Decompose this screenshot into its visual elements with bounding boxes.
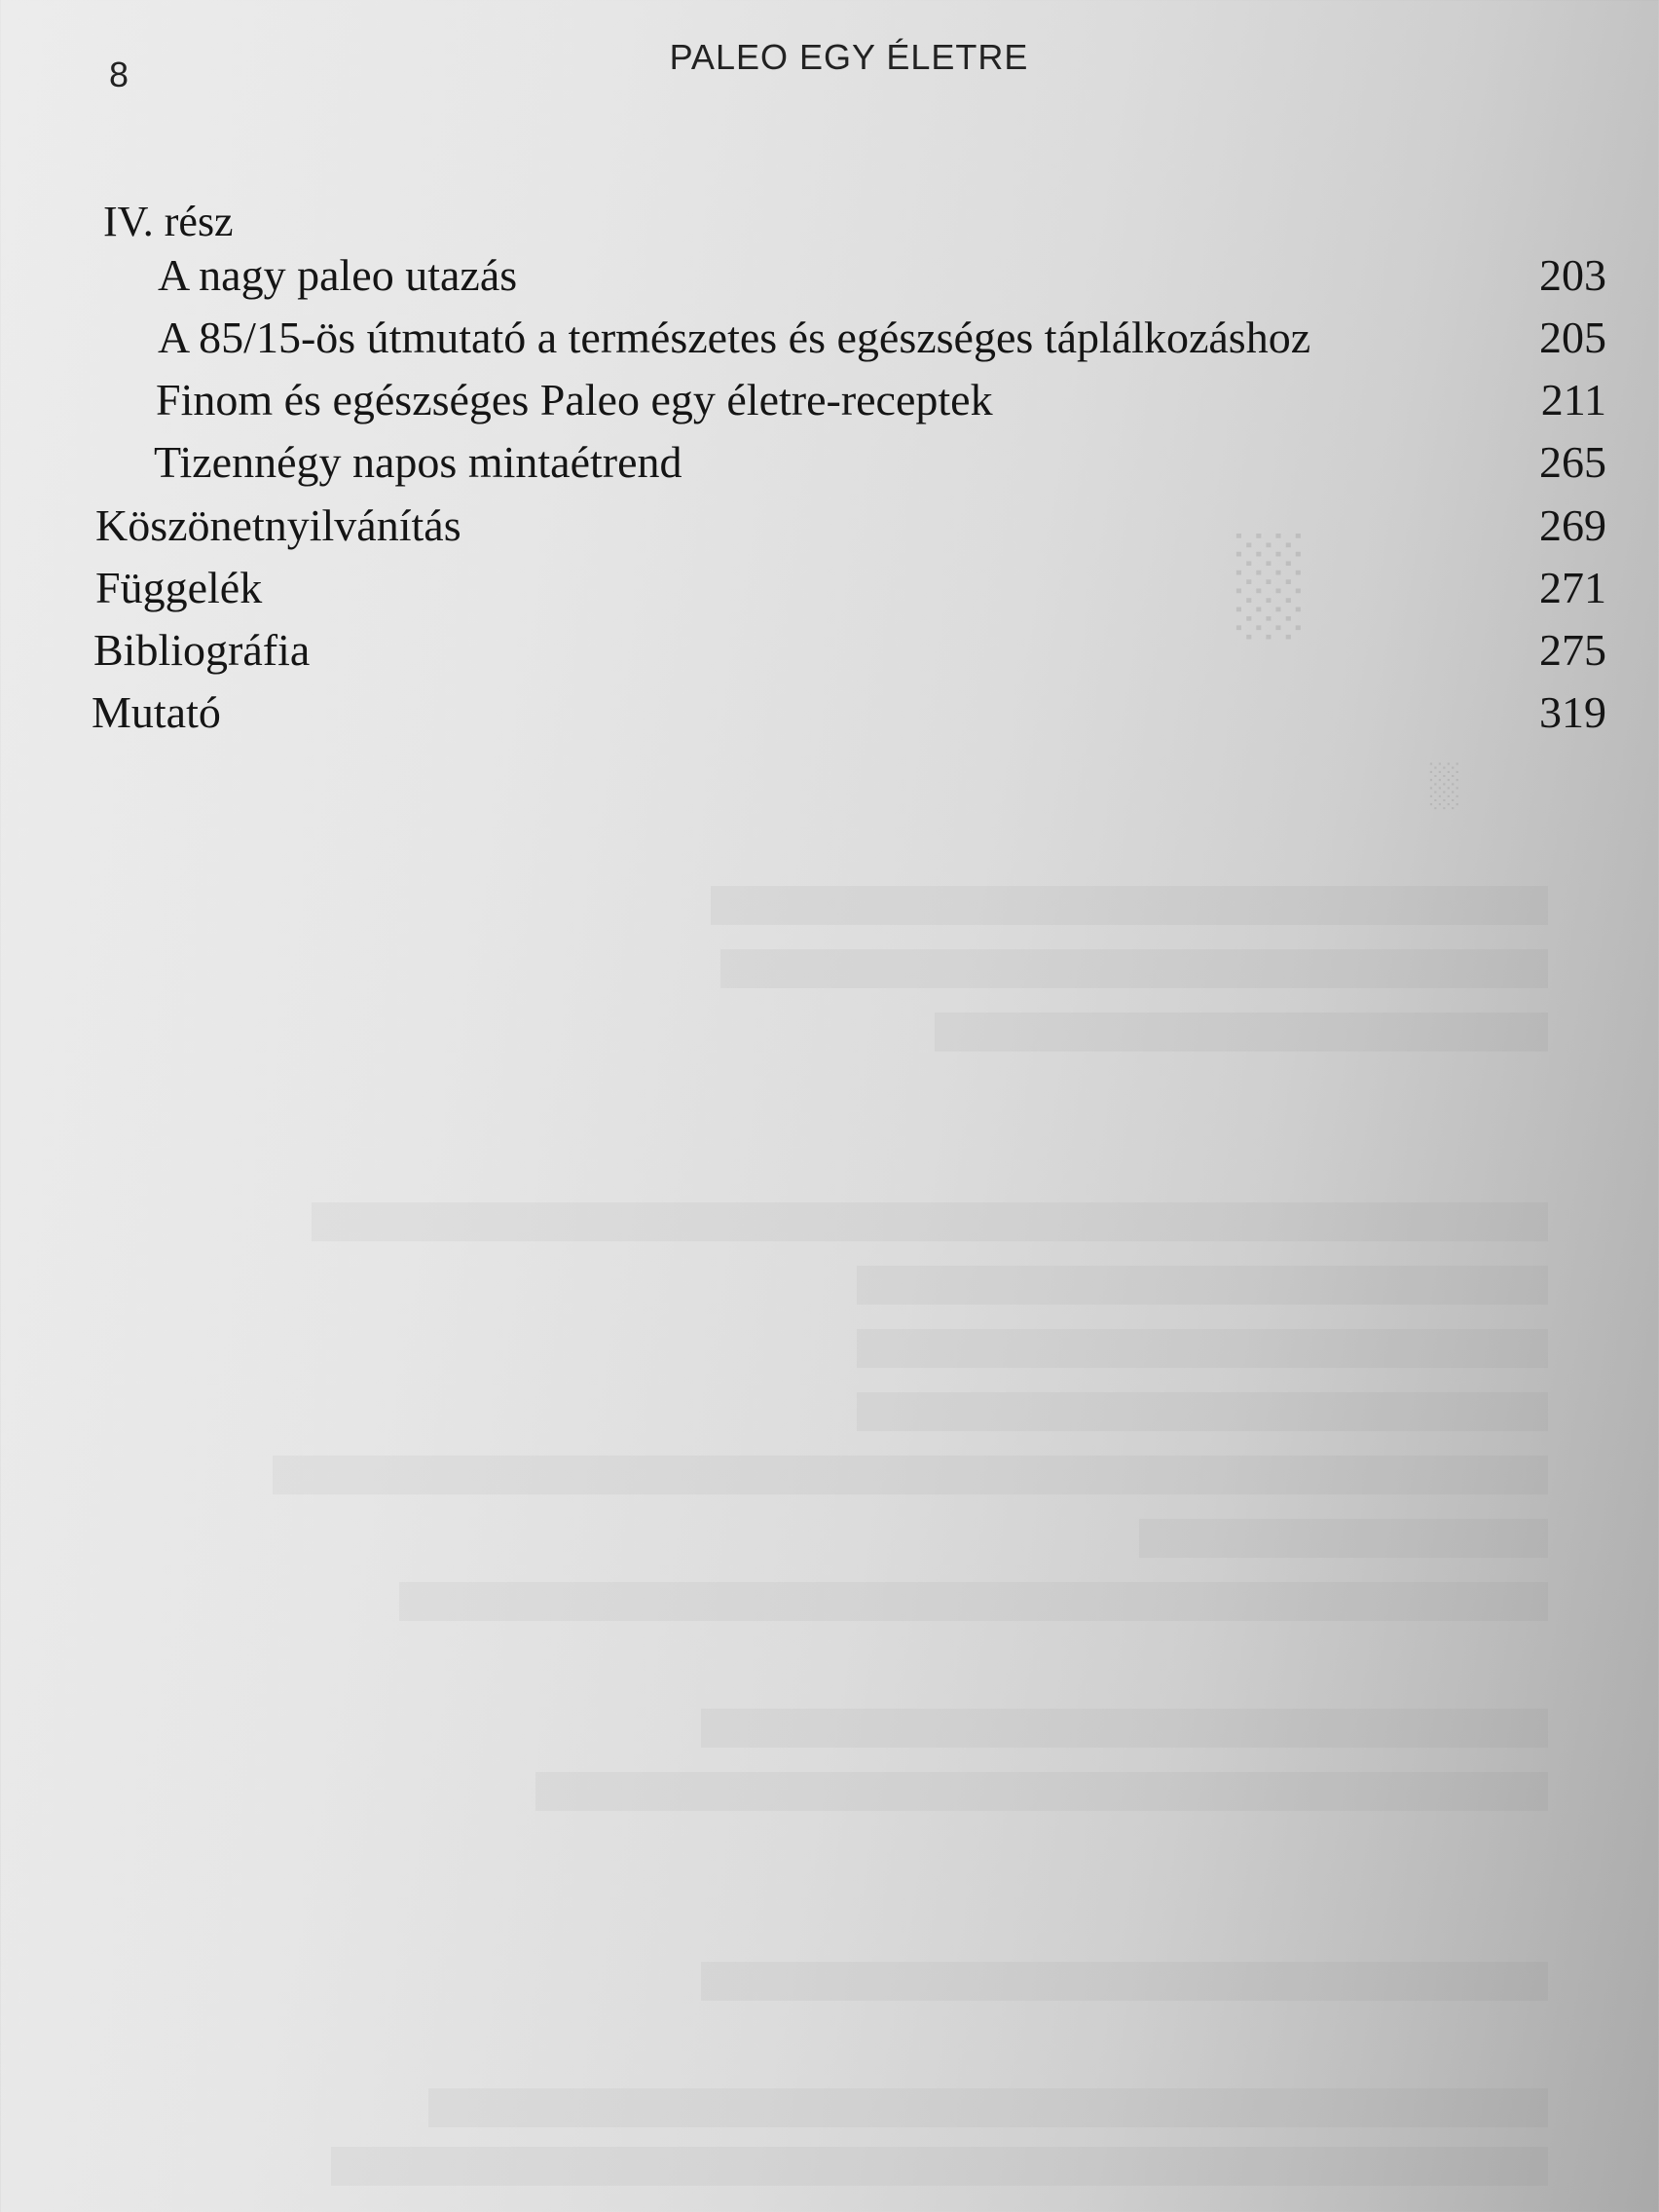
toc-entry-page: 203: [1539, 250, 1606, 300]
toc-entry-page: 265: [1539, 437, 1606, 487]
running-head-title: PALEO EGY ÉLETRE: [669, 37, 1029, 77]
toc-entry: [158, 249, 1606, 301]
toc-entry: [93, 624, 1606, 676]
toc-entry: [154, 436, 1606, 488]
toc-entry-page: 211: [1540, 375, 1606, 424]
toc-entry: [156, 374, 1606, 425]
toc-entry-page: 205: [1539, 313, 1606, 362]
toc-entry: [92, 686, 1606, 738]
part-heading: IV. rész: [103, 198, 234, 245]
page-number: 8: [109, 55, 129, 94]
toc-entry-title: Finom és egészséges Paleo egy életre-receptek: [156, 375, 993, 424]
toc-entry-page: 271: [1539, 563, 1606, 612]
bleed-through-title: ░: [1236, 528, 1306, 636]
toc-entry-title: Köszönetnyilvánítás: [95, 500, 461, 550]
toc-entry: [158, 312, 1606, 363]
toc-entry-title: Mutató: [92, 687, 221, 737]
toc-entry-title: Tizennégy napos mintaétrend: [154, 437, 682, 487]
toc-entry-page: 269: [1539, 500, 1606, 550]
toc-entry-title: A 85/15-ös útmutató a természetes és egészséges táplálkozáshoz: [158, 313, 1311, 362]
toc-entry-title: Bibliográfia: [93, 625, 311, 675]
toc-entry: [95, 562, 1606, 613]
toc-entry-title: Függelék: [95, 563, 263, 612]
toc-entry-page: 275: [1539, 625, 1606, 675]
toc-entry-title: A nagy paleo utazás: [158, 250, 518, 300]
book-page: ░ ░ 8 PALEO EGY ÉLETRE IV. rész A nagy paleo utazás 203 A 85/15-ös útmutató a természetes és egészséges táplálkozáshoz 205 Finom és egészséges Paleo egy életre-receptek 211 Tizennégy napos mintaétrend 265 Köszönetnyilvánítás 269 Függelék 271 Bibliográfia 275 Mutató 319: [0, 0, 1659, 2212]
toc-entry: [95, 499, 1606, 551]
toc-entry-page: 319: [1539, 687, 1606, 737]
